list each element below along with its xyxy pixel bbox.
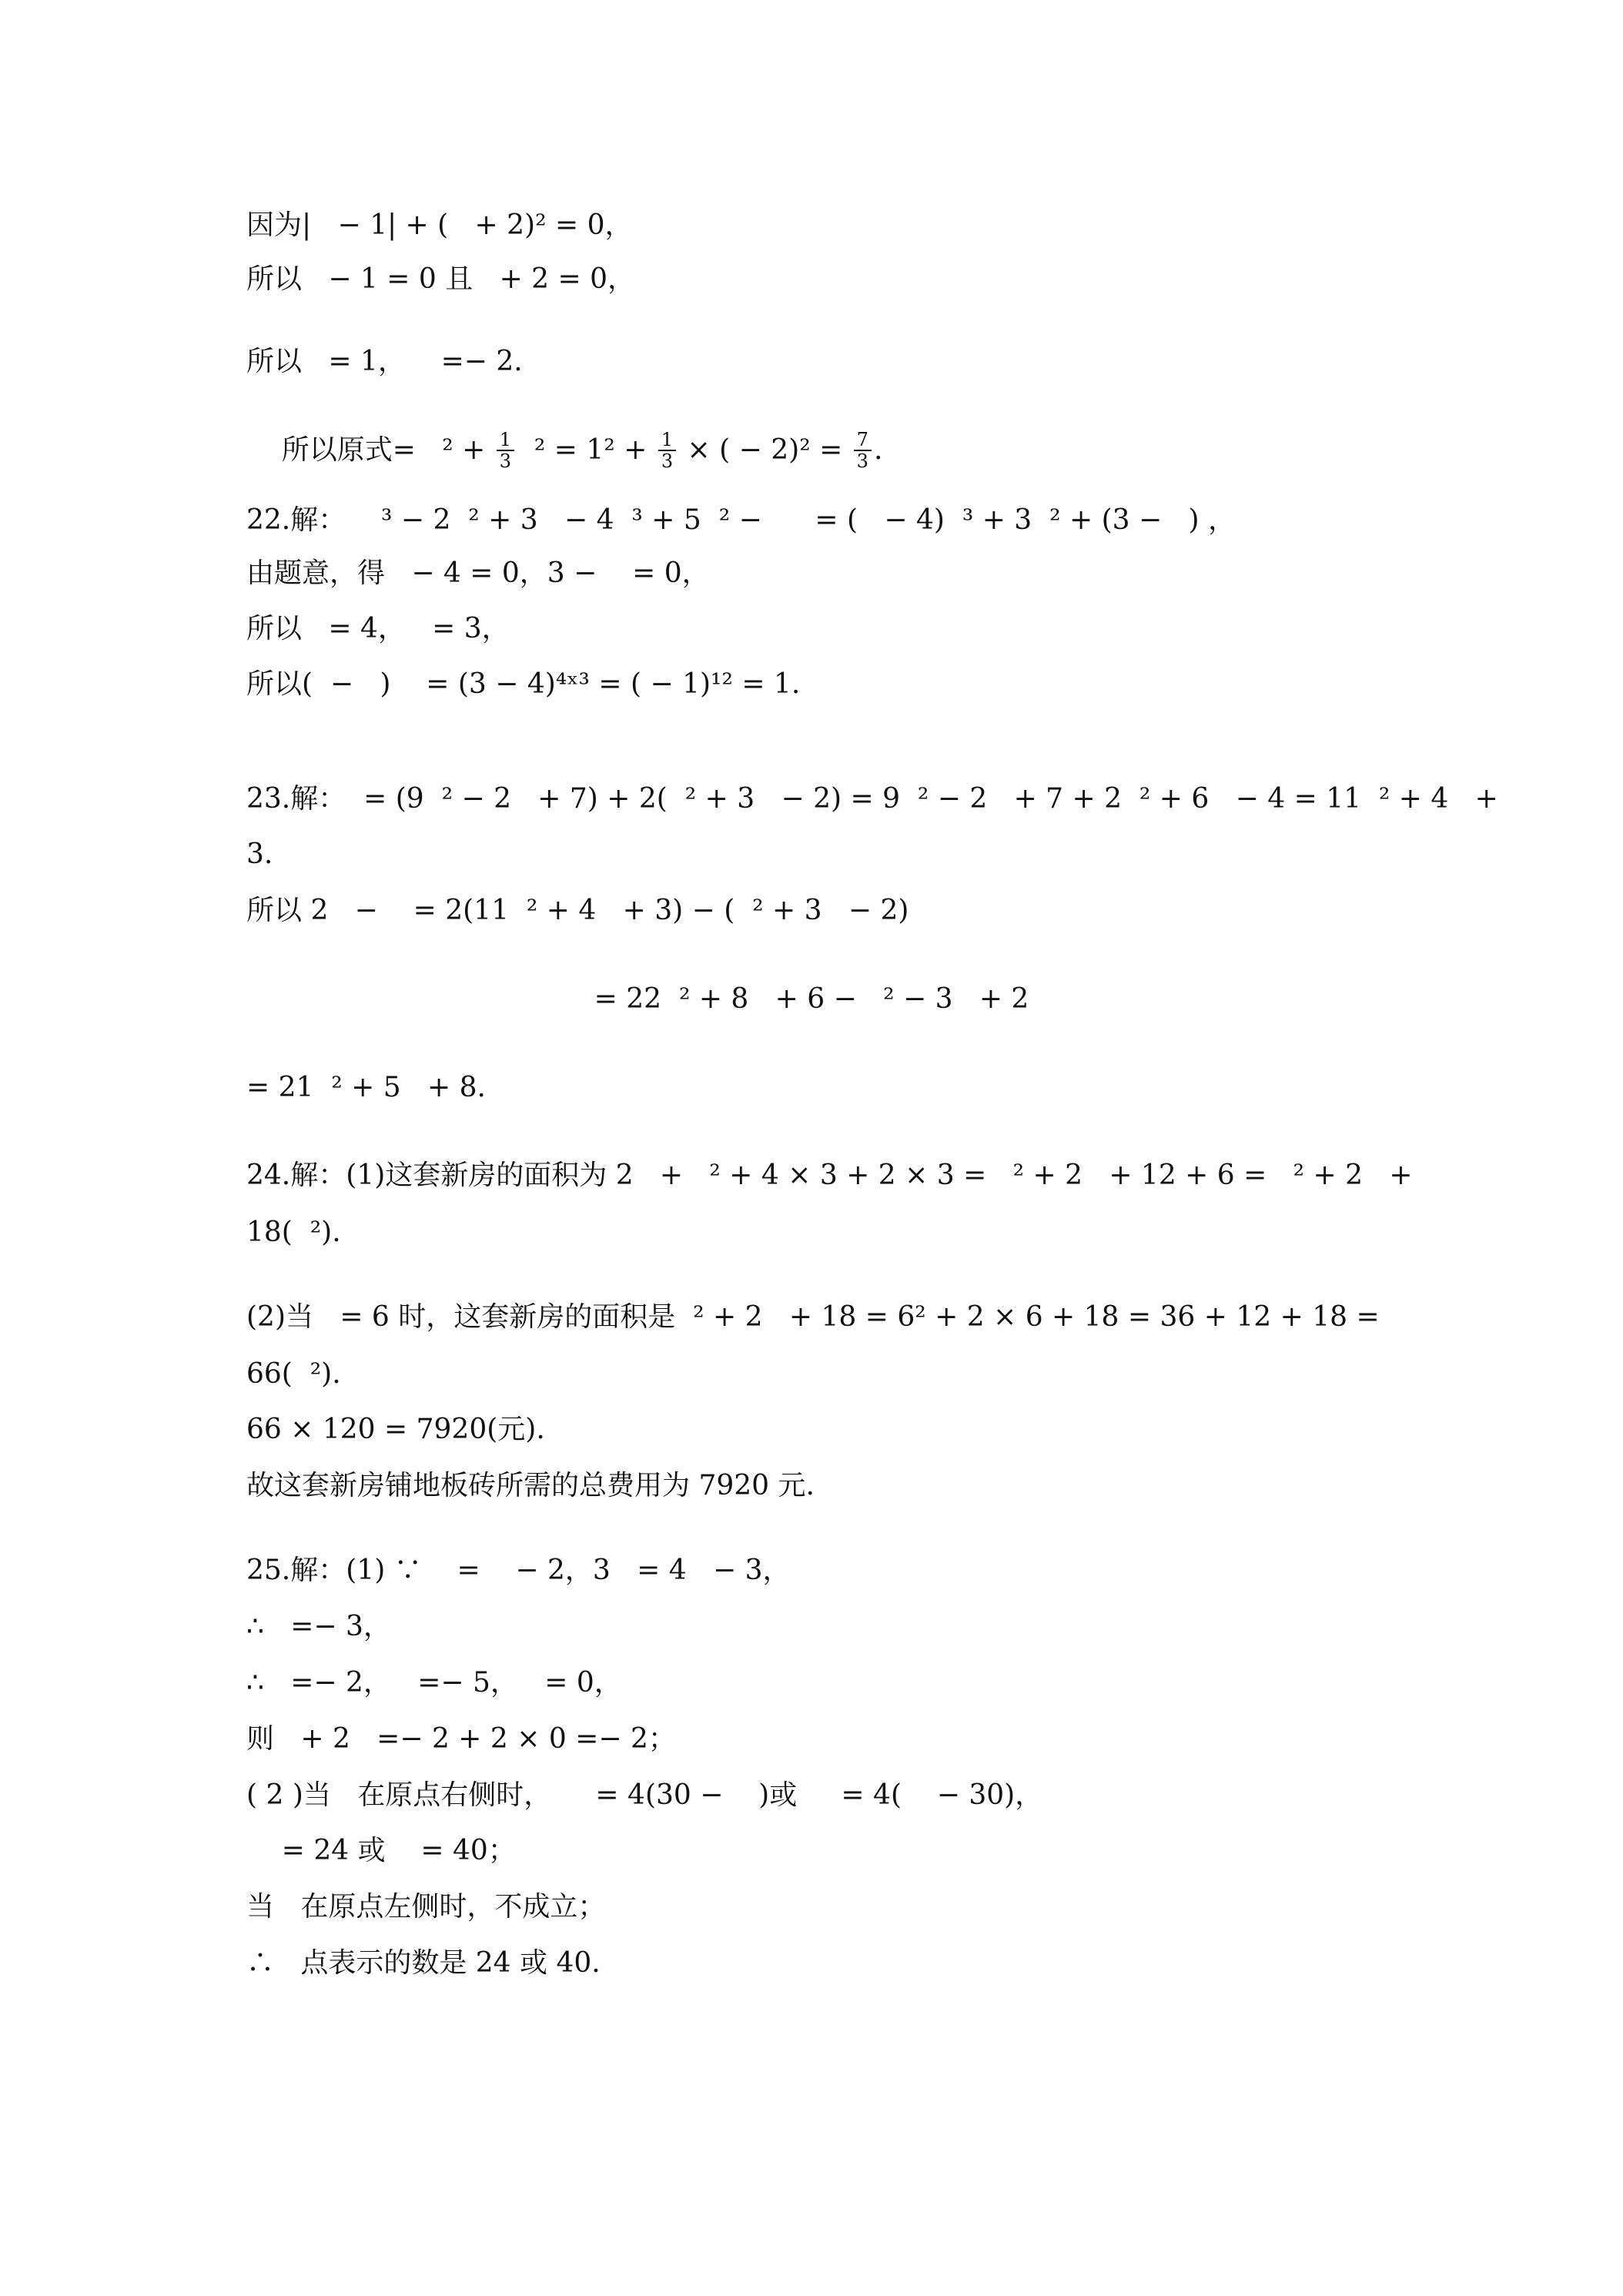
text-line: 22.解： ³ − 2 ² + 3 − 4 ³ + 5 ² − = ( − 4) ³ + 3 ² + (3 − ) ， [246, 504, 1236, 536]
text-line: 18( ²). [246, 1217, 341, 1248]
text-line: 由题意，得 − 4 = 0，3 − = 0， [246, 557, 710, 589]
text-line: 则 + 2 =− 2 + 2 × 0 =− 2； [246, 1723, 676, 1755]
text-line: ∴ =− 3， [246, 1611, 391, 1642]
formula-text: × ( − 2)² = [678, 434, 852, 466]
text-line: 故这套新房铺地板砖所需的总费用为 7920 元. [246, 1470, 815, 1501]
fraction-numerator: 7 [854, 430, 872, 451]
fraction [658, 430, 676, 471]
text-line: 因为| − 1| + ( + 2)² = 0， [246, 209, 633, 241]
text-line: ∴ 点表示的数是 24 或 40. [246, 1947, 601, 1979]
text-line: 3. [246, 838, 273, 870]
formula-text: ² = 1² + [517, 434, 656, 466]
text-line: 25.解：(1) ∵ = − 2，3 = 4 − 3， [246, 1555, 791, 1586]
text-line: 所以( − ) = (3 − 4)⁴ˣ³ = ( − 1)¹² = 1. [246, 668, 801, 700]
text-line: = 22 ² + 8 + 6 − ² − 3 + 2 [594, 983, 1029, 1015]
text-line: 23.解： = (9 ² − 2 + 7) + 2( ² + 3 − 2) = 9 ² − 2 + 7 + 2 ² + 6 − 4 = 11 ² + 4 + [246, 783, 1498, 815]
text-line: 66( ²). [246, 1358, 341, 1390]
text-line: 所以 − 1 = 0 且 + 2 = 0， [246, 263, 636, 295]
fraction-denominator: 3 [661, 450, 674, 472]
text-line: 所以 = 1， =− 2. [246, 346, 523, 377]
text-line: ( 2 )当 在原点右侧时， = 4(30 − )或 = 4( − 30)， [246, 1779, 1043, 1811]
text-line: 24.解：(1)这套新房的面积为 2 + ² + 4 × 3 + 2 × 3 = ² + 2 + 12 + 6 = ² + 2 + [246, 1160, 1413, 1191]
fraction-denominator: 3 [856, 450, 868, 472]
text-line: 66 × 120 = 7920(元). [246, 1414, 545, 1445]
text-line: 所以 = 4， = 3， [246, 613, 510, 644]
fraction-numerator: 1 [658, 430, 676, 451]
formula-text: . [873, 434, 883, 466]
formula-text: 所以原式= ² + [281, 434, 494, 466]
text-line: ∴ =− 2， =− 5， = 0， [246, 1667, 622, 1699]
fraction-numerator: 1 [497, 430, 514, 451]
text-line: = 24 或 = 40； [246, 1835, 516, 1866]
text-line: 当 在原点左侧时，不成立； [246, 1891, 606, 1923]
fraction-denominator: 3 [499, 450, 512, 472]
fraction [854, 430, 872, 471]
text-line: = 21 ² + 5 + 8. [246, 1072, 486, 1103]
formula-line [246, 394, 882, 507]
text-line: 所以 2 − = 2(11 ² + 4 + 3) − ( ² + 3 − 2) [246, 895, 909, 926]
fraction [497, 430, 514, 471]
text-line: (2)当 = 6 时，这套新房的面积是 ² + 2 + 18 = 6² + 2 × 6 + 18 = 36 + 12 + 18 = [246, 1301, 1380, 1333]
